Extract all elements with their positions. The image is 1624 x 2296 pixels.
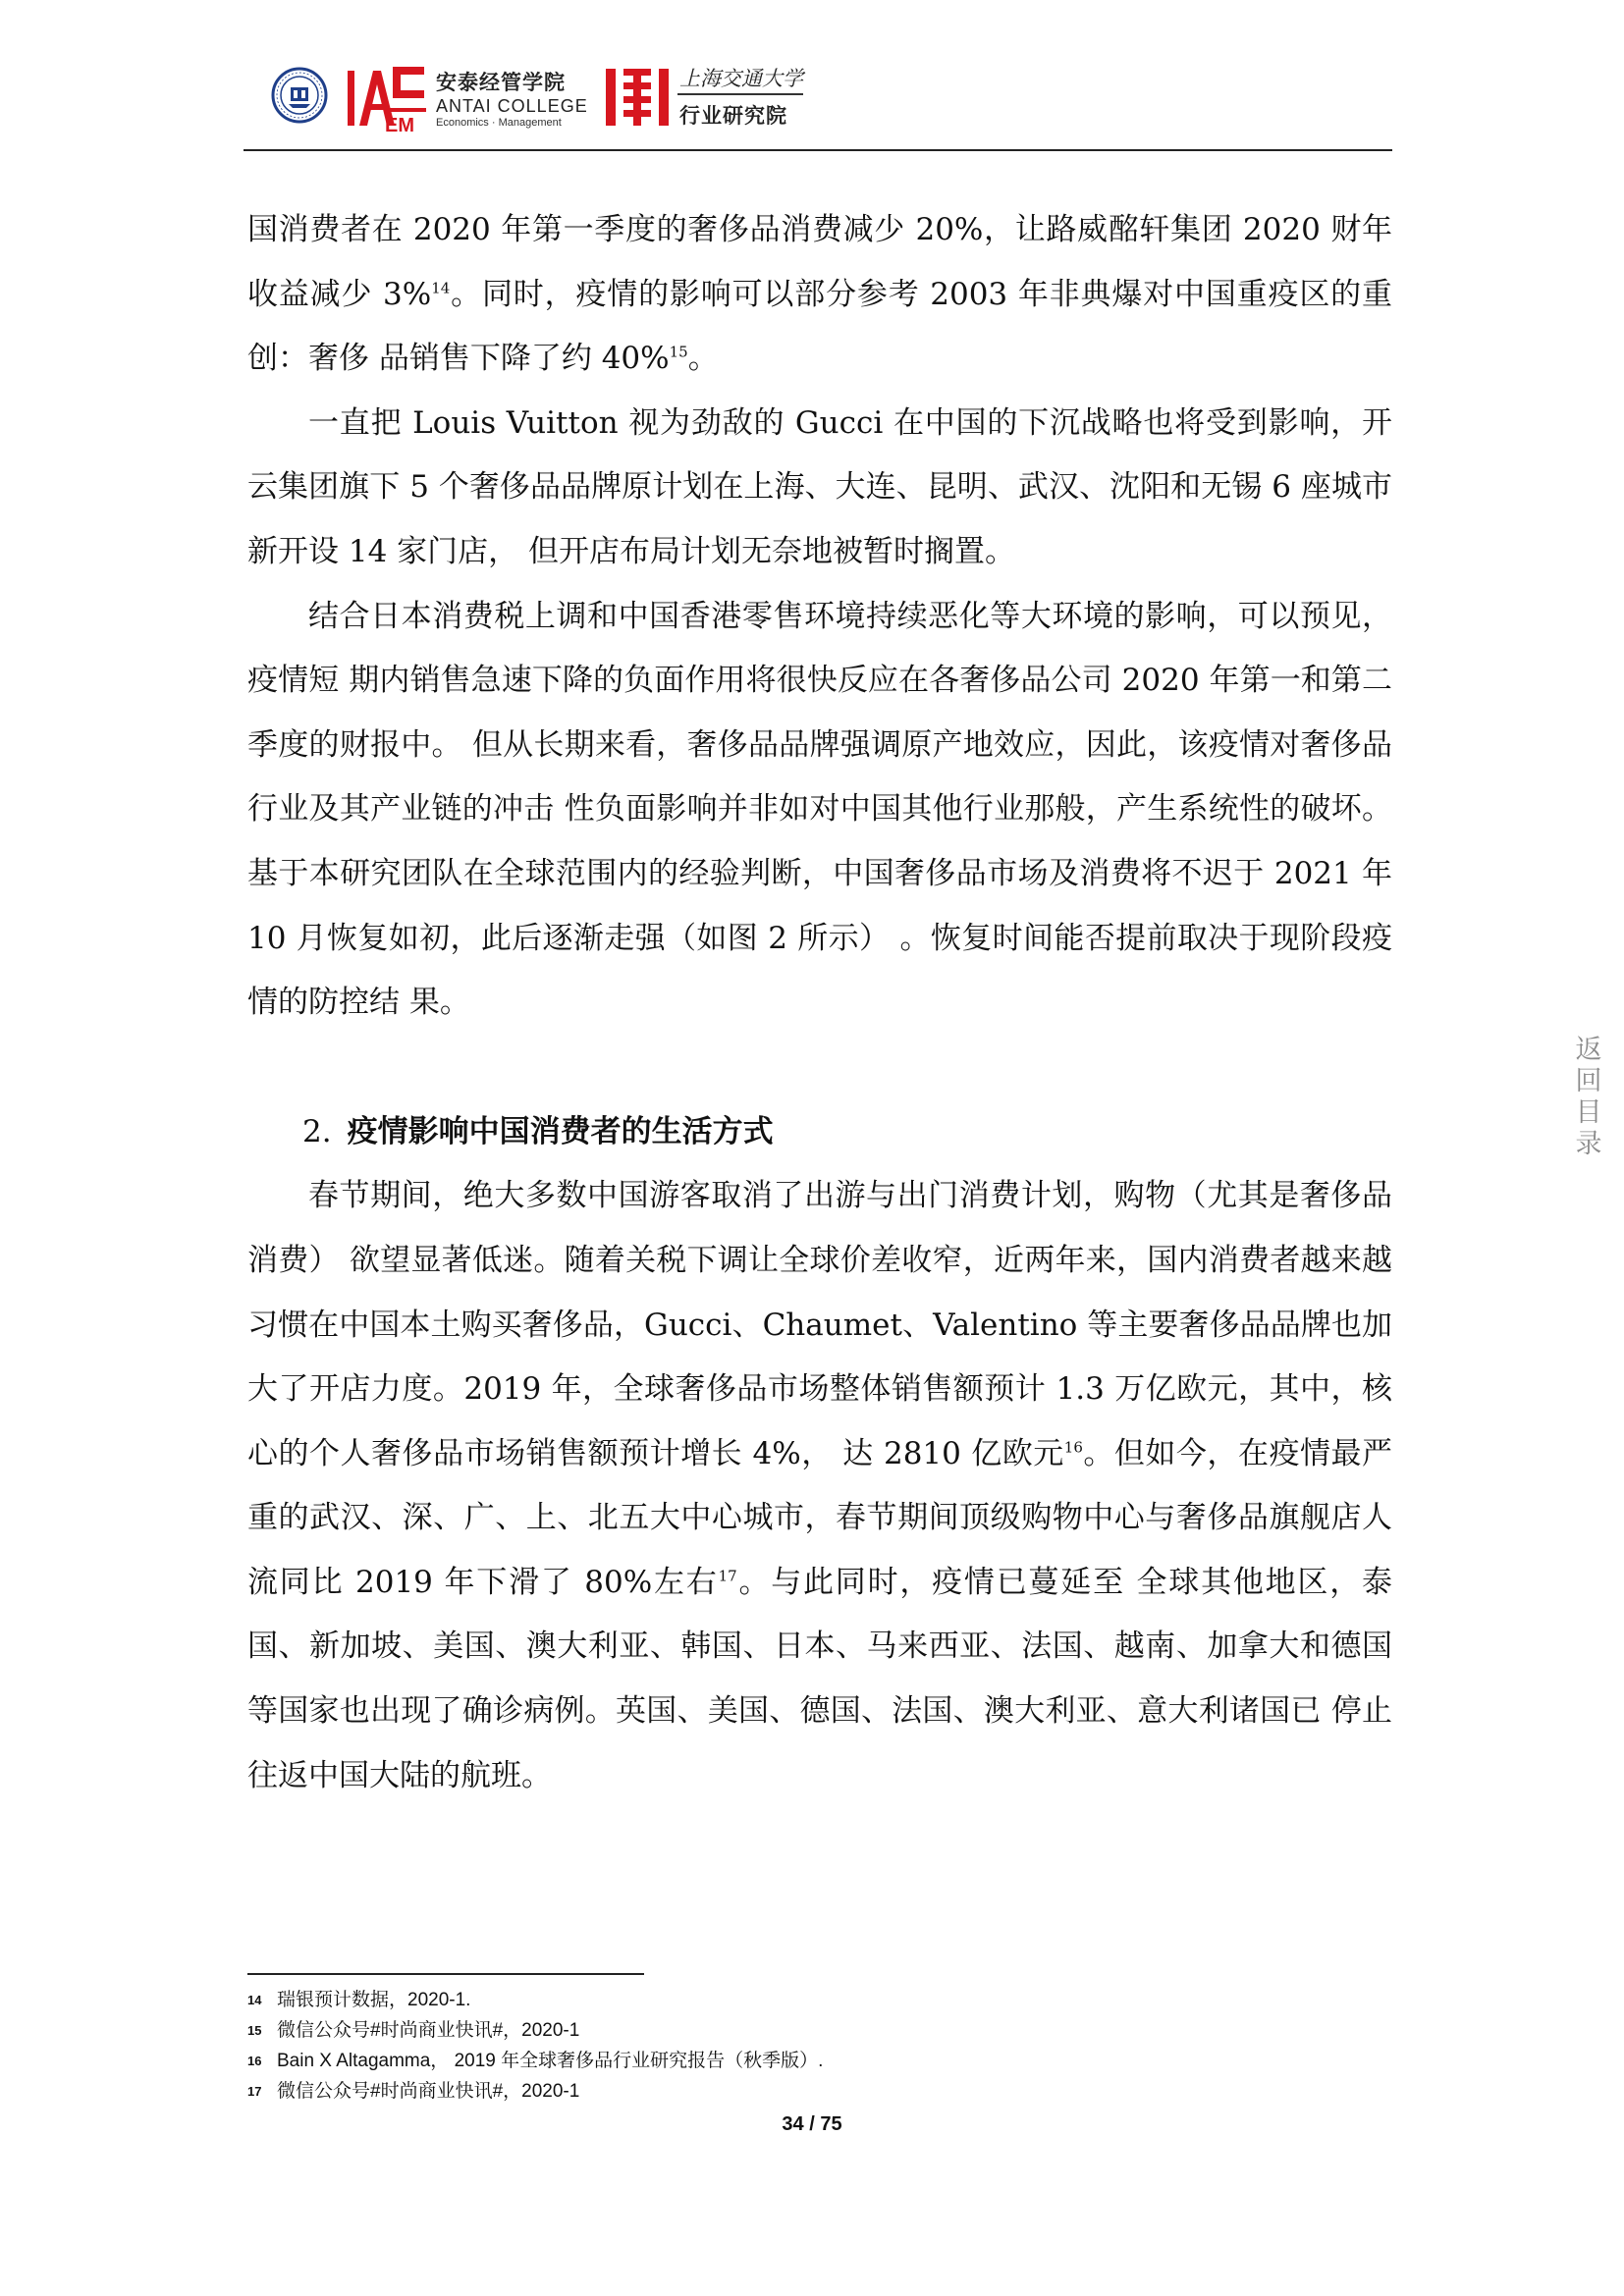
footnote-ref[interactable]: 15 [669, 343, 688, 361]
antai-chinese-name: 安泰经管学院 [436, 71, 566, 94]
footnote-ref[interactable]: 14 [431, 279, 451, 297]
footnote [247, 2076, 1392, 2107]
footnotes [247, 1985, 1392, 2107]
section-number: 2. [302, 1113, 332, 1149]
sjtu-institute-wordmark [676, 63, 823, 133]
toc-link-char: 返 [1575, 1035, 1602, 1065]
footnote-text: 微信公众号#时尚商业快讯#，2020-1 [277, 2020, 580, 2041]
footnote [247, 2015, 1392, 2046]
footnote-text: 瑞银预计数据，2020-1. [277, 1990, 471, 2010]
paragraph: 结合日本消费税上调和中国香港零售环境持续恶化等大环境的影响，可以预见，疫情短 期内销售急速下降的负面作用将很快反应在各奢侈品公司 2020 年第一和第二季度的财报中。 但从长期来看，奢侈品品牌强调原产地效应，因此，该疫情对奢侈品行业及其产业链的冲击 性负面影响并非如对中国其他行业那般，产生系统性的破坏。 基于本研究团队在全球范围内的经验判断，中国奢侈品市场及消费将不迟于 2021 年 10 月恢复如初，此后逐渐走强（如图 2 所示） 。恢复时间能否提前取决于现阶段疫情的防控结 果。 [247, 598, 1392, 1021]
section-title: 疫情影响中国消费者的生活方式 [347, 1113, 774, 1149]
footnote-rule [247, 1973, 644, 1975]
antai-english-name: ANTAI COLLEGE [436, 96, 588, 116]
industry-institute-logo [602, 61, 673, 133]
page-number: 34 / 75 [782, 2113, 842, 2135]
sjtu-seal-logo [271, 67, 328, 124]
footnote-number: 14 [247, 1993, 262, 2007]
footnote-number: 16 [247, 2054, 262, 2068]
header-rule [244, 149, 1392, 151]
footnote-number: 15 [247, 2023, 262, 2038]
institute-name: 行业研究院 [679, 104, 787, 128]
toc-link-char: 目 [1575, 1097, 1602, 1128]
back-to-toc-link[interactable] [1571, 1035, 1606, 1160]
svg-text:EM: EM [385, 115, 414, 133]
antai-subtitle: Economics · Management [436, 117, 562, 129]
paragraph: 春节期间，绝大多数中国游客取消了出游与出门消费计划，购物（尤其是奢侈品消费） 欲望显著低迷。随着关税下调让全球价差收窄，近两年来，国内消费者越来越习惯在中国本土购买奢侈品，Gucci、Chaumet、Valentino 等主要奢侈品品牌也加大了开店力度。2019 年，全球奢侈品市场整体销售额预计 1.3 万亿欧元，其中，核心的个人奢侈品市场销售额预计增长 4%， 达 2810 亿欧元$^{16}$。但如今，在疫情最严重的武汉、深、广、上、北五大中心城市，春节期间顶级购物中心与奢侈品旗舰店人流同比 2019 年下滑了 80%左右$^{17}$。与此同时，疫情已蔓延至 全球其他地区，泰国、新加坡、美国、澳大利亚、韩国、日本、马来西亚、法国、越南、加拿大和德国等国家也出现了确诊病例。英国、美国、德国、法国、澳大利亚、意大利诸国已 停止往返中国大陆的航班。 [247, 1178, 1392, 1793]
sjtu-calligraphy-name: 上海交通大学 [679, 67, 803, 90]
footnote-ref[interactable]: 17 [718, 1567, 737, 1585]
footnote [247, 1985, 1392, 2015]
acem-logo [346, 61, 428, 133]
wordmark-divider [677, 93, 803, 95]
footnote [247, 2046, 1392, 2076]
section-heading [247, 1100, 1392, 1165]
footnote-text: 微信公众号#时尚商业快讯#，2020-1 [277, 2081, 580, 2102]
footnote-ref[interactable]: 16 [1063, 1438, 1083, 1457]
toc-link-char: 回 [1575, 1066, 1602, 1096]
document-body [247, 198, 1392, 1808]
footnote-text: Bain X Altagamma， 2019 年全球奢侈品行业研究报告（秋季版）. [277, 2051, 824, 2071]
footnote-number: 17 [247, 2084, 262, 2099]
paragraph: 国消费者在 2020 年第一季度的奢侈品消费减少 20%，让路威酩轩集团 2020 财年 收益减少 3%$^{14}$。同时，疫情的影响可以部分参考 2003 年非典爆对中国重疫区的重创：奢侈 品销售下降了约 40%$^{15}$。 [247, 212, 1392, 377]
toc-link-char: 录 [1575, 1129, 1602, 1159]
paragraph: 一直把 Louis Vuitton 视为劲敌的 Gucci 在中国的下沉战略也将受到影响，开云集团旗下 5 个奢侈品品牌原计划在上海、大连、昆明、武汉、沈阳和无锡 6 座城市新开设 14 家门店， 但开店布局计划无奈地被暂时搁置。 [247, 404, 1392, 569]
page-header [244, 57, 1392, 155]
